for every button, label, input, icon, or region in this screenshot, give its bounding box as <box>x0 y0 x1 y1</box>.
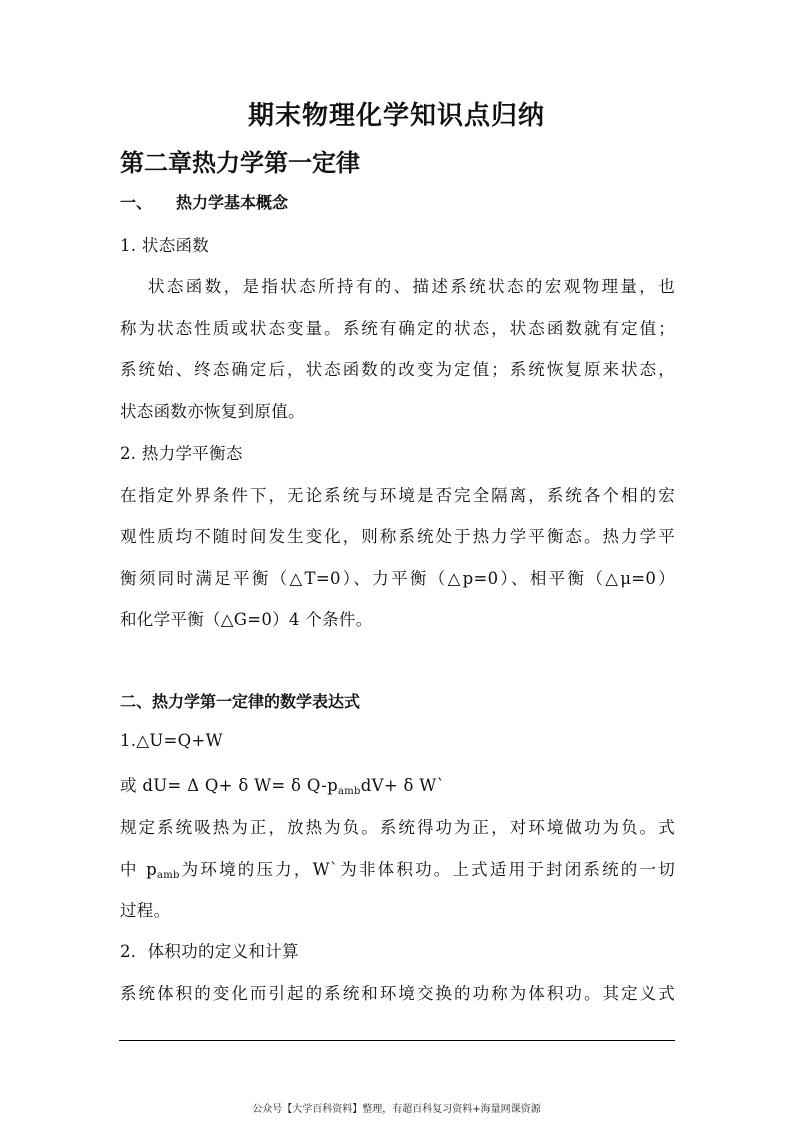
paragraph-line: 称为状态性质或状态变量。系统有确定的状态，状态函数就有定值； <box>120 319 675 338</box>
footer-divider <box>119 1040 675 1041</box>
paragraph-line: 系统始、终态确定后，状态函数的改变为定值；系统恢复原来状态， <box>120 360 675 379</box>
text-part: 为环境的压力，W`为非体积功。上式适用于封闭系统的一切 <box>179 860 675 879</box>
subscript-amb: amb <box>338 786 361 797</box>
equation-first-law: 1.△U=Q+W <box>120 731 223 750</box>
item-1-heading: 1. 状态函数 <box>120 236 210 255</box>
item-2-volume-work-heading: 2．体积功的定义和计算 <box>120 942 299 961</box>
page-footer: 公众号【大学百科资料】整理，有超百科复习资料+海量网课资源 <box>252 1104 541 1115</box>
paragraph-line: 状态函数，是指状态所持有的、描述系统状态的宏观物理量，也 <box>148 277 675 296</box>
paragraph-line: 系统体积的变化而引起的系统和环境交换的功称为体积功。其定义式 <box>120 984 675 1003</box>
paragraph-line: 观性质均不随时间发生变化，则称系统处于热力学平衡态。热力学平 <box>120 527 675 546</box>
equation-part: dV+ δ W` <box>360 776 446 795</box>
section-1-heading <box>120 190 288 213</box>
paragraph-line: 规定系统吸热为正，放热为负。系统得功为正，对环境做功为负。式 <box>120 818 675 837</box>
section-1-title: 热力学基本概念 <box>176 193 289 212</box>
subscript-amb: amb <box>157 870 180 881</box>
equation-differential <box>120 772 445 797</box>
paragraph-line: 在指定外界条件下，无论系统与环境是否完全隔离，系统各个相的宏 <box>120 486 675 505</box>
paragraph-line: 衡须同时满足平衡（△T=0）、力平衡（△p=0）、相平衡（△μ=0） <box>120 569 675 588</box>
chapter-title: 第二章热力学第一定律 <box>120 148 360 177</box>
equation-part: 或 dU= Δ Q+ δ W= δ Q-p <box>120 776 338 795</box>
section-1-number: 一、 <box>120 193 153 212</box>
paragraph-line: 状态函数亦恢复到原值。 <box>120 402 305 421</box>
section-2-heading: 二、热力学第一定律的数学表达式 <box>120 692 361 711</box>
paragraph-line: 过程。 <box>120 901 171 920</box>
document-title: 期末物理化学知识点归纳 <box>247 101 545 131</box>
item-2-heading: 2. 热力学平衡态 <box>120 444 243 463</box>
paragraph-line: 和化学平衡（△G=0）4 个条件。 <box>120 610 373 629</box>
paragraph-line <box>120 856 675 881</box>
text-part: 中 p <box>120 860 158 879</box>
